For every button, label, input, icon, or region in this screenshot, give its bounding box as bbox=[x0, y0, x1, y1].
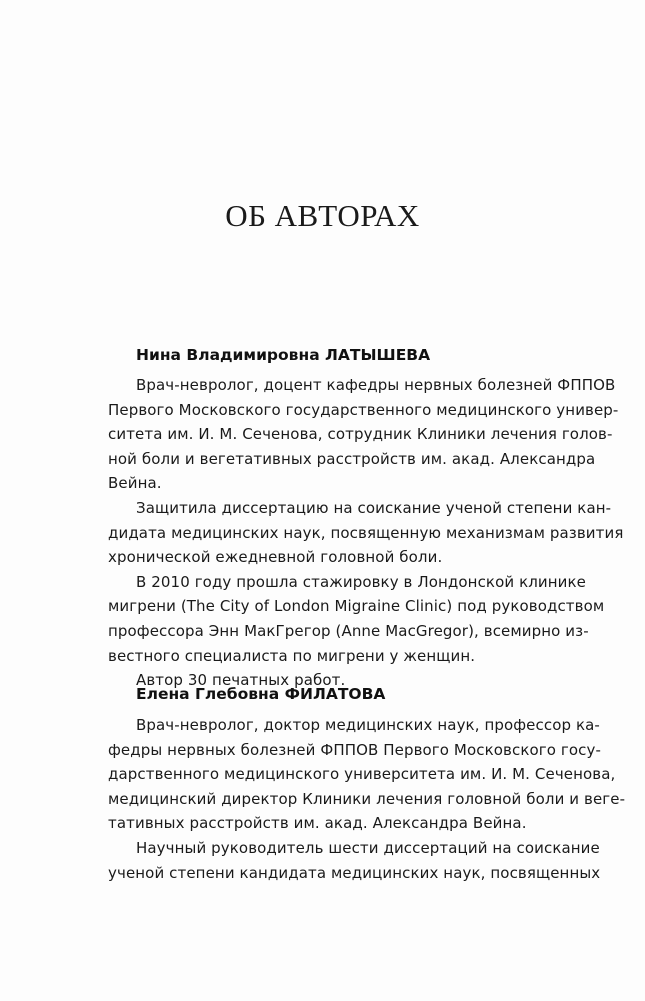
text-line: ученой степени кандидата медицинских наук, посвященных bbox=[108, 863, 601, 882]
author-bio-1 bbox=[108, 373, 624, 693]
author-section-1 bbox=[108, 344, 578, 366]
author-name: Елена Глебовна ФИЛАТОВА bbox=[136, 685, 386, 703]
text-line: Защитила диссертацию на соискание ученой степени кан- bbox=[136, 498, 612, 517]
bio-paragraph bbox=[108, 836, 601, 885]
text-line: мигрени (The City of London Migraine Clinic) под руководством bbox=[108, 597, 605, 616]
text-line: Научный руководитель шести диссертаций на соискание bbox=[136, 838, 600, 857]
text-line: профессора Энн МакГрегор (Anne MacGregor), всемирно из- bbox=[108, 621, 589, 640]
text-line: Автор 30 печатных работ. bbox=[136, 671, 346, 690]
text-line: ситета им. И. М. Сеченова, сотрудник Клиники лечения голов- bbox=[108, 425, 613, 444]
author-name: Нина Владимировна ЛАТЫШЕВА bbox=[136, 346, 431, 364]
text-line: Врач-невролог, доцент кафедры нервных болезней ФППОВ bbox=[136, 376, 616, 394]
author-bio-2 bbox=[108, 713, 626, 885]
bio-paragraph bbox=[108, 373, 619, 496]
author-section-2 bbox=[108, 683, 578, 705]
page-title: ОБ АВТОРАХ bbox=[225, 198, 420, 233]
bio-paragraph bbox=[108, 713, 626, 836]
text-line: хронической ежедневной головной боли. bbox=[108, 548, 443, 567]
text-line: ной боли и вегетативных расстройств им. акад. Александра bbox=[108, 449, 596, 468]
bio-paragraph bbox=[108, 570, 605, 668]
bio-paragraph bbox=[108, 496, 624, 570]
text-line: Первого Московского государственного медицинского универ- bbox=[108, 400, 619, 419]
text-line: медицинский директор Клиники лечения головной боли и веге- bbox=[108, 789, 626, 808]
text-line: В 2010 году прошла стажировку в Лондонской клинике bbox=[136, 572, 587, 591]
text-line: федры нервных болезней ФППОВ Первого Московского госу- bbox=[108, 740, 601, 759]
text-line: дидата медицинских наук, посвященную механизмам развития bbox=[108, 523, 624, 542]
text-line: Врач-невролог, доктор медицинских наук, профессор ка- bbox=[136, 716, 600, 734]
text-line: вестного специалиста по мигрени у женщин. bbox=[108, 646, 476, 665]
text-line: тативных расстройств им. акад. Александра Вейна. bbox=[108, 814, 527, 833]
text-line: дарственного медицинского университета им. И. М. Сеченова, bbox=[108, 765, 616, 784]
text-line: Вейна. bbox=[108, 474, 162, 493]
